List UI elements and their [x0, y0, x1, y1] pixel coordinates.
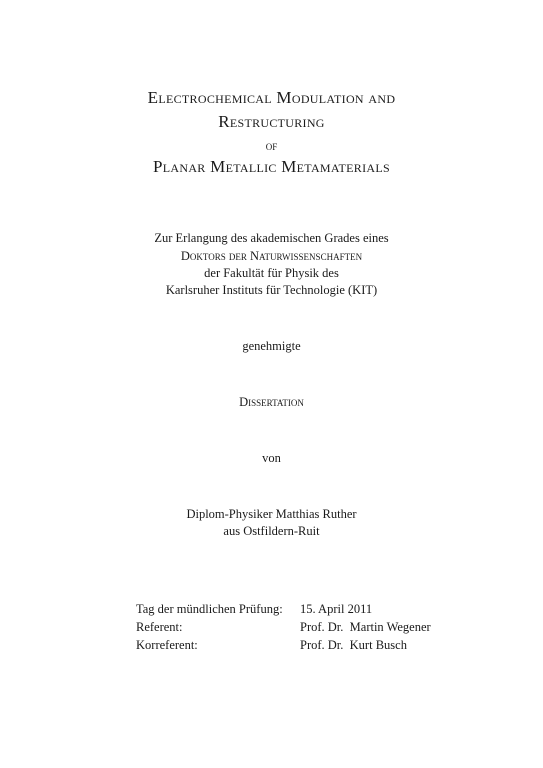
exam-date-label: Tag der mündlichen Prüfung: [136, 602, 283, 616]
title-line-2: Restructuring [218, 112, 325, 131]
referee-label: Referent: [136, 620, 183, 634]
coreferee-label: Korreferent: [136, 638, 198, 652]
referee-row [136, 618, 431, 636]
coreferee-row [136, 636, 431, 654]
exam-date-row [136, 600, 431, 618]
title-line-3: of [265, 138, 278, 153]
purpose-line-3: der Fakultät für Physik des [204, 266, 339, 280]
purpose-line-2: Doktors der Naturwissenschaften [180, 249, 363, 263]
doc-type: Dissertation [239, 395, 304, 409]
exam-info-table [136, 600, 431, 654]
coreferee-value: Prof. Dr. Kurt Busch [300, 638, 407, 652]
author-origin: aus Ostfildern-Ruit [223, 524, 320, 538]
approved-text: genehmigte [242, 339, 301, 353]
referee-value: Prof. Dr. Martin Wegener [300, 620, 431, 634]
title-line-1: Electrochemical Modulation and [147, 88, 396, 107]
purpose-line-4: Karlsruher Instituts für Technologie (KIT) [165, 283, 378, 297]
exam-date-value: 15. April 2011 [300, 602, 373, 616]
title-line-4: Planar Metallic Metamaterials [153, 157, 390, 176]
author-name: Diplom-Physiker Matthias Ruther [186, 507, 357, 521]
purpose-line-1: Zur Erlangung des akademischen Grades eines [154, 231, 389, 245]
by-text: von [262, 451, 281, 465]
